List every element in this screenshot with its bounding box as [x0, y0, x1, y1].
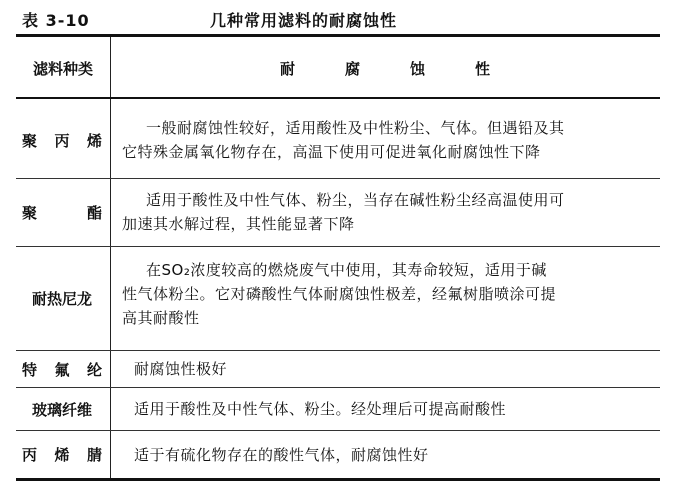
row-separator: [16, 387, 660, 388]
name-char: 特: [22, 360, 38, 379]
row-separator: [16, 430, 660, 431]
bottom-rule: [16, 478, 660, 481]
row-separator: [16, 178, 660, 179]
name-char: 耐热尼龙: [31, 290, 92, 308]
desc-line: 加速其水解过程，其性能显著下降: [122, 215, 355, 233]
name-char: 丙: [22, 446, 38, 464]
name-char: 酯: [86, 204, 102, 222]
name-char: 丙: [54, 131, 70, 150]
table-title: 几种常用滤料的耐腐蚀性: [210, 11, 398, 30]
name-char: 氟: [54, 360, 70, 379]
row-name-acrylonitrile: [16, 431, 108, 478]
desc-line: 适用于酸性及中性气体、粉尘。经处理后可提高耐酸性: [134, 400, 507, 418]
top-rule: [16, 34, 660, 37]
row-desc-glass-fiber: [122, 397, 658, 421]
desc-line: 耐腐蚀性极好: [134, 360, 228, 378]
row-desc-acrylonitrile: [122, 443, 658, 467]
row-name-teflon: [16, 351, 108, 387]
name-char: 聚: [22, 204, 38, 222]
header-filter-type: 滤料种类: [32, 60, 93, 78]
row-desc-heat-resistant-nylon: [122, 258, 658, 330]
header-prop-char: 蚀: [410, 60, 426, 78]
row-separator: [16, 350, 660, 351]
header-prop-char: 耐: [279, 60, 295, 78]
table-number: 表 3-10: [22, 11, 90, 30]
row-name-polyester: [16, 179, 108, 246]
header-prop-char: 腐: [344, 60, 360, 78]
name-char: 纶: [86, 360, 102, 379]
header-rule: [16, 97, 660, 99]
row-name-polypropylene: [16, 102, 108, 178]
desc-line: 在SO₂浓度较高的燃烧废气中使用，其寿命较短，适用于碱: [146, 261, 547, 279]
desc-line: 高其耐酸性: [122, 309, 200, 327]
row-name-glass-fiber: [16, 388, 108, 430]
header-corrosion-resistance: [110, 58, 660, 79]
desc-line: 一般耐腐蚀性较好，适用酸性及中性粉尘、气体。但遇铅及其: [146, 119, 565, 137]
desc-line: 适于有硫化物存在的酸性气体，耐腐蚀性好: [134, 446, 429, 464]
table-caption: [0, 6, 678, 34]
row-desc-teflon: [122, 357, 658, 381]
name-char: 腈: [86, 446, 102, 464]
name-char: 烯: [86, 131, 102, 150]
header-prop-char: 性: [475, 60, 491, 78]
desc-line: 适用于酸性及中性气体、粉尘，当存在碱性粉尘经高温使用可: [146, 191, 565, 209]
name-char: 烯: [54, 446, 70, 464]
column-divider: [110, 37, 111, 478]
name-char: 玻璃纤维: [31, 400, 92, 419]
row-desc-polypropylene: [122, 116, 658, 164]
row-desc-polyester: [122, 188, 658, 236]
desc-line: 性气体粉尘。它对磷酸性气体耐腐蚀性极差，经氟树脂喷涂可提: [122, 285, 557, 303]
row-separator: [16, 246, 660, 247]
desc-line: 它特殊金属氧化物存在，高温下使用可促进氧化耐腐蚀性下降: [122, 143, 541, 161]
name-char: 聚: [22, 131, 38, 150]
row-name-heat-resistant-nylon: [16, 247, 108, 350]
